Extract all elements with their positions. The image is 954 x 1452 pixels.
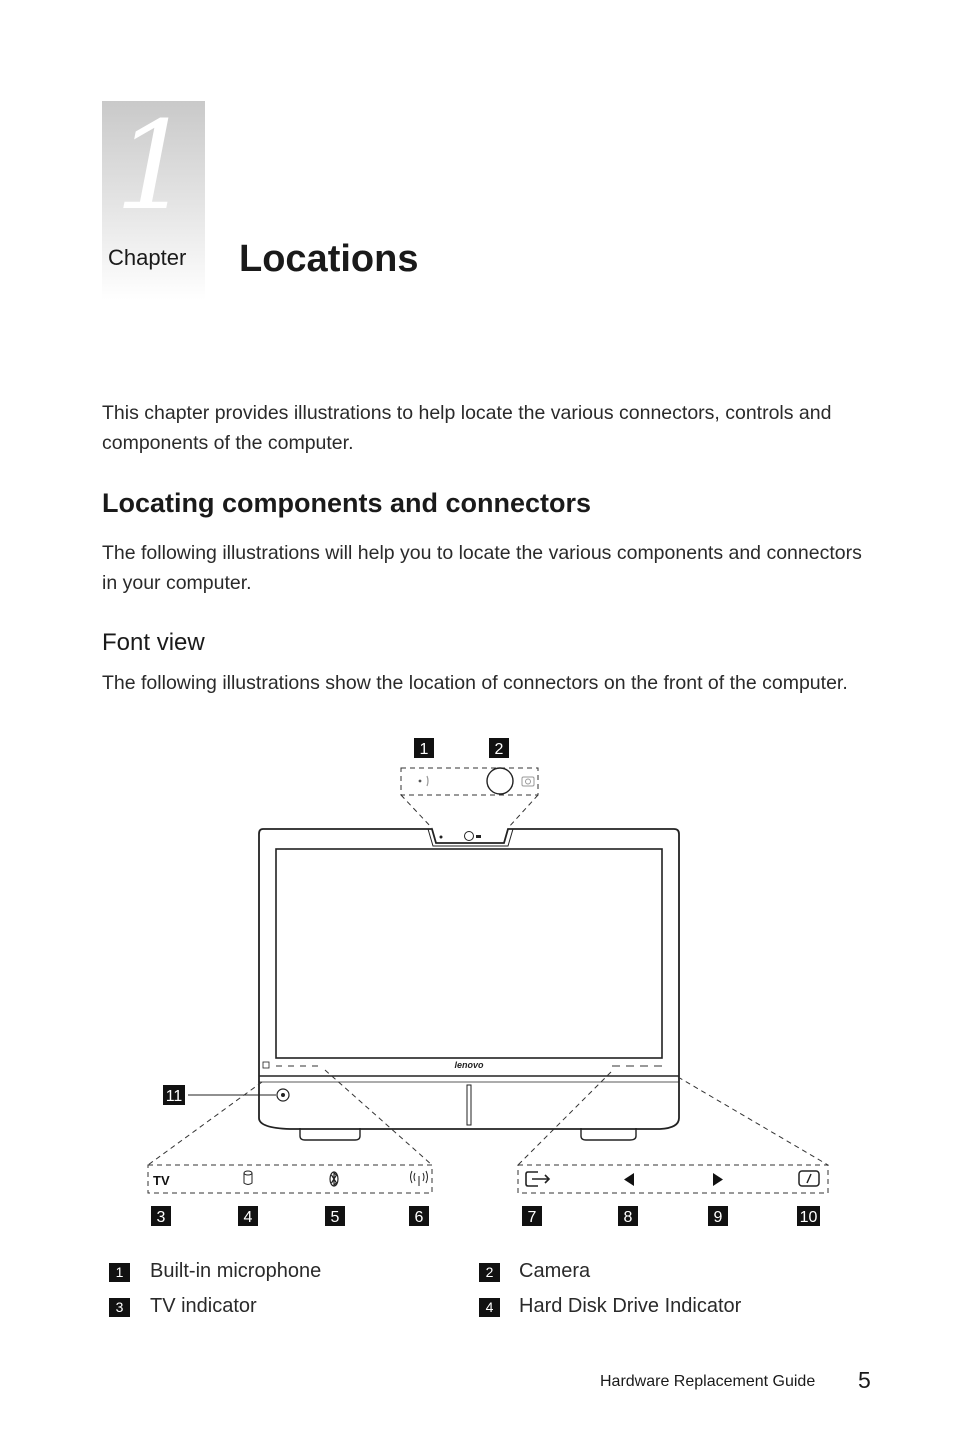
right-buttons-detail xyxy=(518,1072,828,1193)
monitor-outline xyxy=(259,829,679,1140)
callout-11 xyxy=(163,1085,185,1105)
section-heading: Locating components and connectors xyxy=(102,488,592,518)
intro-paragraph: This chapter provides illustrations to help locate the various connectors, controls and components of the computer. xyxy=(102,402,832,454)
callout-8 xyxy=(618,1206,638,1226)
webcam-bezel xyxy=(440,832,482,841)
callout-5 xyxy=(325,1206,345,1226)
svg-text:6: 6 xyxy=(414,1209,424,1226)
svg-text:5: 5 xyxy=(330,1209,340,1226)
svg-text:2: 2 xyxy=(494,741,504,758)
left-indicators-detail xyxy=(148,1070,432,1193)
page-number: 5 xyxy=(858,1367,871,1393)
microphone-icon xyxy=(419,780,422,783)
svg-text:9: 9 xyxy=(713,1209,723,1226)
svg-text:1: 1 xyxy=(419,741,429,758)
callout-10 xyxy=(797,1206,820,1226)
legend-label: Hard Disk Drive Indicator xyxy=(519,1295,742,1317)
legend-label: Built-in microphone xyxy=(150,1260,322,1282)
tv-indicator-icon: TV xyxy=(153,1173,170,1188)
chapter-number: 1 xyxy=(114,95,193,237)
microphone-symbol-icon xyxy=(427,776,428,786)
legend-label: TV indicator xyxy=(150,1295,257,1317)
wireless-icon xyxy=(411,1171,428,1186)
callout-3 xyxy=(151,1206,171,1226)
legend-number: 3 xyxy=(109,1298,130,1317)
legend-label: Camera xyxy=(519,1260,591,1282)
callout-7 xyxy=(522,1206,542,1226)
camera-icon xyxy=(522,777,534,786)
front-view-illustration xyxy=(0,730,954,1250)
footer-guide-title: Hardware Replacement Guide xyxy=(600,1373,816,1390)
callout-1 xyxy=(414,738,434,758)
svg-text:3: 3 xyxy=(156,1209,166,1226)
legend-number: 2 xyxy=(479,1263,500,1282)
legend-number: 1 xyxy=(109,1263,130,1282)
chapter-label: Chapter xyxy=(108,245,187,270)
camera-detail xyxy=(401,768,538,828)
volume-down-icon xyxy=(624,1173,634,1186)
svg-text:4: 4 xyxy=(243,1209,253,1226)
subsection-heading: Font view xyxy=(102,629,205,656)
camera-lens-icon xyxy=(487,768,513,794)
lenovo-logo: lenovo xyxy=(454,1060,484,1070)
svg-text:8: 8 xyxy=(623,1209,633,1226)
hard-disk-icon xyxy=(244,1171,252,1185)
svg-text:10: 10 xyxy=(799,1209,818,1226)
display-toggle-icon xyxy=(799,1171,819,1186)
callout-2 xyxy=(489,738,509,758)
power-button-icon xyxy=(277,1089,289,1101)
chapter-badge xyxy=(102,95,205,300)
chapter-title: Locations xyxy=(239,238,419,280)
svg-text:7: 7 xyxy=(527,1209,537,1226)
section-paragraph: The following illustrations will help you to locate the various components and connectors in your computer. xyxy=(102,542,862,594)
callout-6 xyxy=(409,1206,429,1226)
bluetooth-icon xyxy=(330,1172,338,1186)
input-source-icon xyxy=(526,1172,549,1186)
svg-text:11: 11 xyxy=(165,1088,183,1105)
callout-4 xyxy=(238,1206,258,1226)
volume-up-icon xyxy=(713,1173,723,1186)
subsection-paragraph: The following illustrations show the location of connectors on the front of the computer. xyxy=(102,672,848,694)
legend-number: 4 xyxy=(479,1298,500,1317)
callout-9 xyxy=(708,1206,728,1226)
